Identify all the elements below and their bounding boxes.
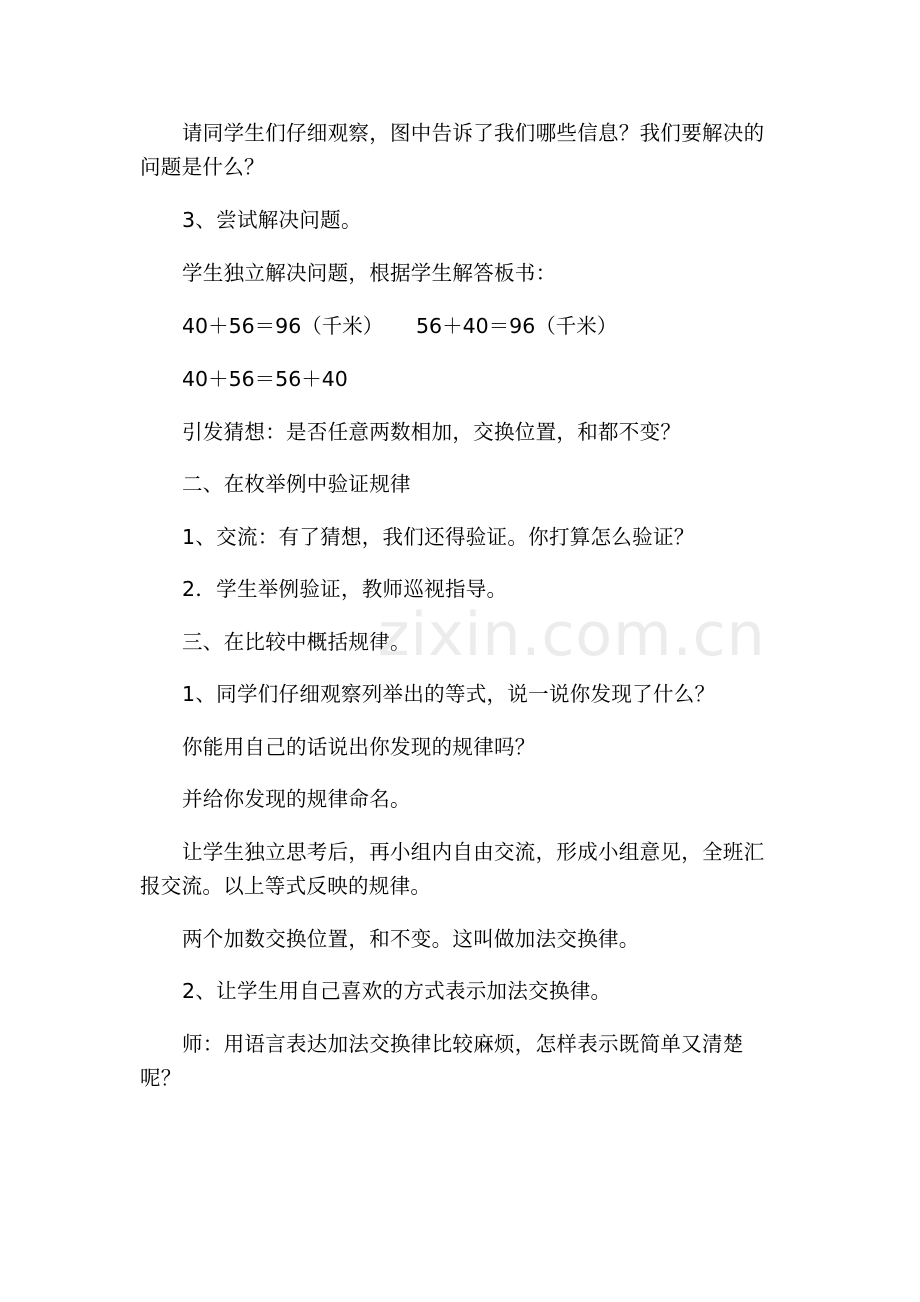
heading-summarize-rule: 三、在比较中概括规律。 [182, 630, 411, 654]
paragraph-express-law: 2、让学生用自己喜欢的方式表示加法交换律。 [182, 979, 612, 1003]
paragraph-group-discussion: 让学生独立思考后，再小组内自由交流，形成小组意见，全班汇报交流。以上等式反映的规律。 [140, 840, 765, 898]
paragraph-own-words: 你能用自己的话说出你发现的规律吗？ [182, 735, 536, 759]
paragraph-try-solve: 3、尝试解决问题。 [182, 208, 362, 232]
equation-1a: 40＋56＝96（千米） [182, 314, 384, 338]
paragraph-examples: 2．学生举例验证，教师巡视指导。 [182, 577, 508, 601]
paragraph-name-rule: 并给你发现的规律命名。 [182, 787, 411, 811]
heading-verify-rule: 二、在枚举例中验证规律 [182, 472, 411, 496]
paragraph-exchange: 1、交流：有了猜想，我们还得验证。你打算怎么验证？ [182, 525, 695, 549]
equation-1b: 56＋40＝96（千米） [416, 314, 618, 338]
paragraph-observe-equations: 1、同学们仔细观察列举出的等式，说一说你发现了什么？ [182, 682, 716, 706]
equation-2: 40＋56＝56＋40 [182, 367, 348, 391]
watermark: zixin.com.cn [378, 600, 766, 670]
paragraph-commutative-law: 两个加数交换位置，和不变。这叫做加法交换律。 [182, 927, 640, 951]
paragraph-observe-question: 请同学生们仔细观察，图中告诉了我们哪些信息？我们要解决的问题是什么？ [140, 121, 765, 179]
paragraph-teacher-question: 师：用语言表达加法交换律比较麻烦，怎样表示既简单又清楚呢？ [140, 1032, 744, 1090]
paragraph-conjecture: 引发猜想：是否任意两数相加，交换位置，和都不变？ [182, 420, 682, 444]
paragraph-student-solve: 学生独立解决问题，根据学生解答板书： [182, 261, 557, 285]
